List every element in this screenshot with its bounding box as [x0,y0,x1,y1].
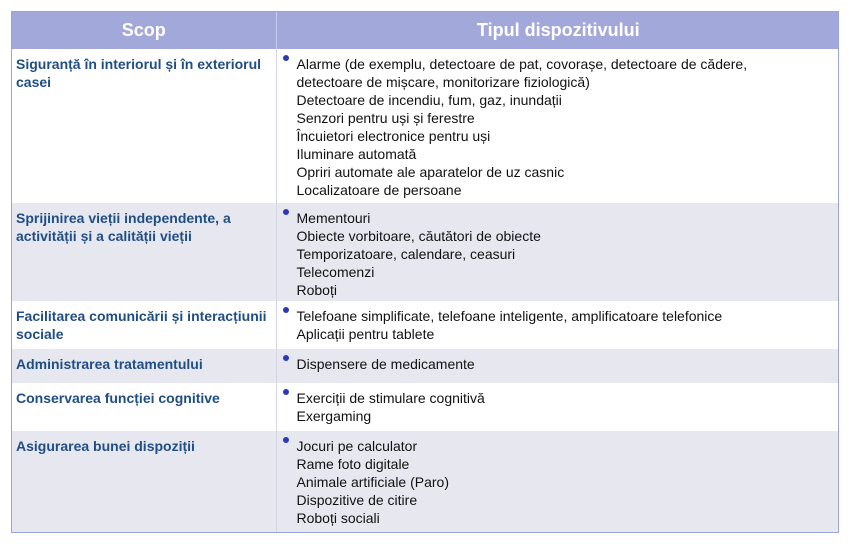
device-item: Telefoane simplificate, telefoane inteligente, amplificatoare telefonice [296,308,723,324]
device-item: Senzori pentru uși și ferestre [296,110,475,126]
device-table [12,12,839,533]
bullet-icon [283,355,289,361]
bullet-icon [283,209,289,215]
device-item: Roboți sociali [296,510,380,526]
device-item: Exerciții de stimulare cognitivă [296,390,485,406]
device-item: Opriri automate ale aparatelor de uz casnic [296,164,565,180]
scope-cell: Asigurarea bunei dispoziții [12,431,276,533]
table-header-row [12,12,839,49]
devices-cell [276,203,839,301]
device-item: Încuietori electronice pentru uși [296,128,491,144]
device-item: Dispensere de medicamente [296,356,475,372]
device-item: Detectoare de incendiu, fum, gaz, inundații [296,92,562,108]
table-row [12,431,839,533]
device-item: Rame foto digitale [296,456,410,472]
scope-cell: Facilitarea comunicării și interacțiunii sociale [12,301,276,349]
header-scope: Scop [12,12,276,49]
device-item: Telecomenzi [296,264,375,280]
devices-cell [276,49,839,203]
table-row [12,301,839,349]
table-row [12,349,839,383]
scope-cell: Siguranță în interiorul și în exteriorul casei [12,49,276,203]
devices-cell [276,349,839,383]
scope-cell: Administrarea tratamentului [12,349,276,383]
device-item: Localizatoare de persoane [296,182,462,198]
device-item: Roboți [296,282,337,298]
device-item: Temporizatoare, calendare, ceasuri [296,246,516,262]
device-item: Aplicații pentru tablete [296,326,435,342]
bullet-icon [283,389,289,395]
devices-cell [276,383,839,431]
bullet-icon [283,55,289,61]
device-item: Obiecte vorbitoare, căutători de obiecte [296,228,541,244]
table-row [12,203,839,301]
device-item: Alarme (de exemplu, detectoare de pat, covorașe, detectoare de cădere, [296,56,748,72]
device-item: Dispozitive de citire [296,492,418,508]
scope-cell: Sprijinirea vieții independente, a activității și a calității vieții [12,203,276,301]
bullet-icon [283,437,289,443]
scope-cell: Conservarea funcției cognitive [12,383,276,431]
device-item: Iluminare automată [296,146,417,162]
table-row [12,49,839,203]
device-item: Mementouri [296,210,371,226]
bullet-icon [283,307,289,313]
devices-cell [276,301,839,349]
device-item: Animale artificiale (Paro) [296,474,449,490]
device-item: Jocuri pe calculator [296,438,418,454]
device-item: detectoare de mișcare, monitorizare fiziologică) [296,74,590,90]
devices-cell [276,431,839,533]
header-device-type: Tipul dispozitivului [276,12,839,49]
table-row [12,383,839,431]
device-item: Exergaming [296,408,372,424]
device-table-frame [11,11,839,533]
